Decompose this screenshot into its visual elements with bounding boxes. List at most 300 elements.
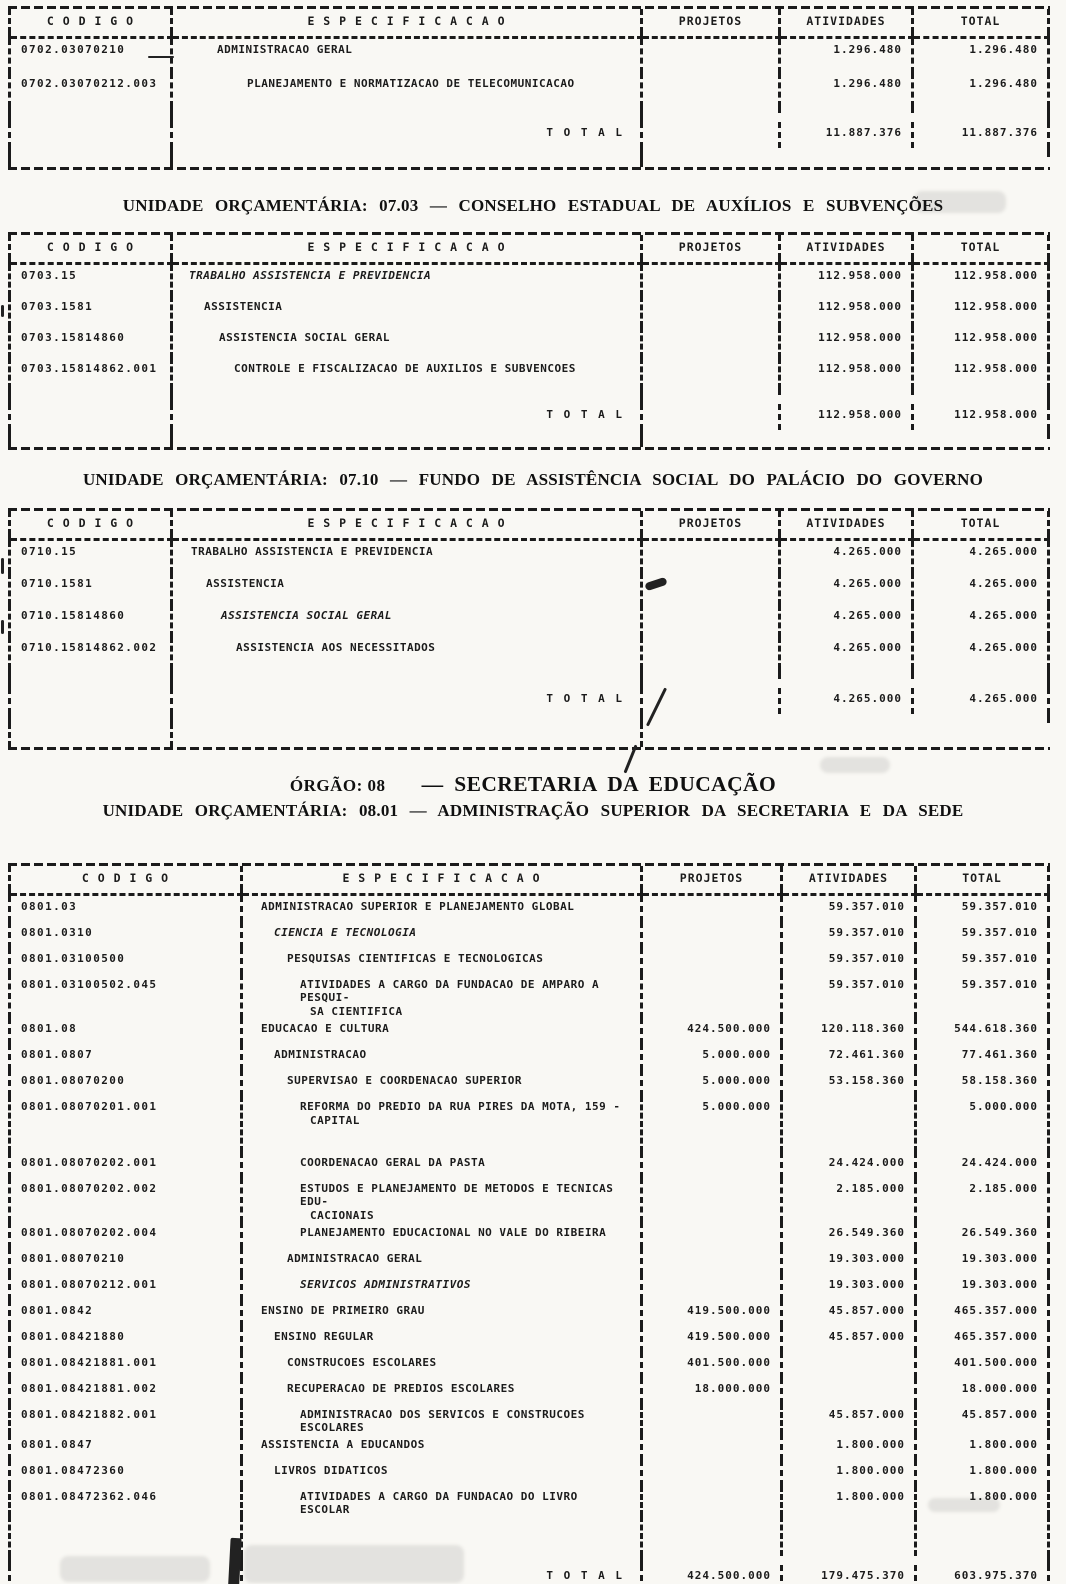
gap-cell [173,669,643,679]
total-cell: 1.800.000 [917,1434,1050,1460]
table-row [8,1434,1050,1460]
header-cell-total: TOTAL [914,511,1050,535]
code-cell: 0801.08070210 [11,1248,243,1274]
projetos-cell: 5.000.000 [643,1096,783,1152]
table-row [8,637,1050,669]
code-cell [11,122,173,148]
table-row [8,1300,1050,1326]
spec-text: ADMINISTRACAO [274,1048,367,1061]
code-cell: 0801.08 [11,1018,243,1044]
spec-text: ENSINO REGULAR [274,1330,374,1343]
header-cell-total: TOTAL [914,9,1050,33]
smudge-heading-0703 [914,191,1006,213]
spec-text: CONSTRUCOES ESCOLARES [287,1356,437,1369]
total-cell: 1.296.480 [914,39,1050,73]
spec-cell [243,1274,643,1300]
atividades-cell: 45.857.000 [783,1300,917,1326]
atividades-cell: 4.265.000 [781,573,914,605]
projetos-cell [643,948,783,974]
table-tail-row [8,439,1050,447]
budget-table-u0801 [8,863,1050,1584]
spec-text: SUPERVISAO E COORDENACAO SUPERIOR [287,1074,523,1087]
projetos-total-cell [643,404,781,430]
spec-cell [243,1404,643,1434]
projetos-cell: 5.000.000 [643,1044,783,1070]
table-row [8,541,1050,573]
projetos-total-cell [643,122,781,148]
header-cell-projetos: PROJETOS [643,9,781,33]
atividades-cell: 2.185.000 [783,1178,917,1222]
atividades-cell: 53.158.360 [783,1070,917,1096]
code-cell: 0801.0842 [11,1300,243,1326]
spec-cell [243,1378,643,1404]
table-row [8,1152,1050,1178]
table-row [8,1274,1050,1300]
total-cell: 19.303.000 [917,1274,1050,1300]
table-row [8,1460,1050,1486]
projetos-cell [643,605,781,637]
total-rule [643,679,1050,688]
spec-text: ASSISTENCIA [204,300,283,313]
total-cell: 59.357.010 [917,896,1050,922]
gap-cell [11,148,173,157]
spec-cell [243,1460,643,1486]
atividades-cell: 1.800.000 [783,1460,917,1486]
gap-cell [173,395,643,404]
atividades-cell: 4.265.000 [781,541,914,573]
smudge-heading-orgao [820,757,890,773]
total-cell: 4.265.000 [914,573,1050,605]
code-cell: 0801.08421882.001 [11,1404,243,1434]
total-cell: 2.185.000 [917,1178,1050,1222]
spec-text: ENSINO DE PRIMEIRO GRAU [261,1304,425,1317]
spec-cell [173,605,643,637]
tail-cell [11,723,173,747]
gap-cell [11,679,173,688]
table-row [8,1326,1050,1352]
table-row [8,1018,1050,1044]
table-total-row [8,404,1050,430]
projetos-cell [643,73,781,107]
spec-cell [243,1434,643,1460]
code-cell: 0710.15 [11,541,173,573]
atividades-total-cell: 179.475.370 [783,1565,917,1584]
projetos-cell: 419.500.000 [643,1300,783,1326]
projetos-cell [643,1404,783,1434]
atividades-cell: 120.118.360 [783,1018,917,1044]
total-cell: 59.357.010 [917,974,1050,1018]
projetos-cell [643,296,781,327]
projetos-cell [643,265,781,296]
table-row [8,1404,1050,1434]
projetos-cell: 424.500.000 [643,1018,783,1044]
orgao-label: ÓRGÃO: 08 [289,776,386,795]
table-tail-row [8,723,1050,747]
projetos-cell [643,1274,783,1300]
code-cell: 0801.03100500 [11,948,243,974]
smudge-bottom-left-2 [60,1556,210,1582]
table-border-line [8,447,1050,450]
total-rule [643,1556,1050,1565]
projetos-cell [643,1486,783,1516]
code-cell: 0801.08070202.004 [11,1222,243,1248]
spec-text: ASSISTENCIA A EDUCANDOS [261,1438,425,1451]
gap-cell [643,1516,783,1556]
spec-text: ADMINISTRACAO DOS SERVICOS E CONSTRUCOES ESCOLARES [300,1408,585,1434]
table-row [8,265,1050,296]
atividades-cell [783,1352,917,1378]
section-heading-u0703: UNIDADE ORÇAMENTÁRIA: 07.03 — CONSELHO ESTADUAL DE AUXÍLIOS E SUBVENÇÕES [122,196,944,215]
stray-mark [148,56,174,58]
spec-text: ASSISTENCIA AOS NECESSITADOS [236,641,436,654]
total-cell: 18.000.000 [917,1378,1050,1404]
total-cell: 24.424.000 [917,1152,1050,1178]
header-cell-codigo: C O D I G O [11,9,173,33]
gap-cell [643,669,781,679]
tail-cell [173,157,643,167]
total-cell: 59.357.010 [917,922,1050,948]
atividades-cell: 72.461.360 [783,1044,917,1070]
table-row [8,922,1050,948]
table-row [8,1248,1050,1274]
total-bottom-line [8,714,1050,723]
projetos-cell [643,896,783,922]
table-row [8,1378,1050,1404]
atividades-cell: 59.357.010 [783,922,917,948]
spec-text-line2: CAPITAL [310,1114,360,1127]
header-cell-atividades: ATIVIDADES [783,866,917,890]
spec-text: LIVROS DIDATICOS [274,1464,388,1477]
spec-cell [243,1248,643,1274]
code-cell: 0702.03070212.003 [11,73,173,107]
total-cell: 544.618.360 [917,1018,1050,1044]
gap-cell [11,669,173,679]
spec-text-line2: CACIONAIS [310,1209,375,1222]
ink-blot [227,1538,241,1584]
atividades-cell: 112.958.000 [781,358,914,389]
header-cell-especificacao: E S P E C I F I C A C A O [173,511,643,535]
budget-table-u0702 [8,6,1050,170]
margin-tick-3 [1,620,4,634]
table-row [8,1222,1050,1248]
atividades-cell: 45.857.000 [783,1326,917,1352]
total-rule [643,395,1050,404]
tail-cell [11,439,173,447]
total-rule [643,113,1050,122]
table-header-row [8,511,1050,535]
header-cell-atividades: ATIVIDADES [781,511,914,535]
gap-cell [11,395,173,404]
header-cell-projetos: PROJETOS [643,866,783,890]
code-cell: 0801.08070201.001 [11,1096,243,1152]
gap-cell [11,714,173,723]
total-cell: 112.958.000 [914,358,1050,389]
spec-text: COORDENACAO GERAL DA PASTA [300,1156,486,1169]
spec-cell [173,573,643,605]
projetos-total-cell: 424.500.000 [643,1565,783,1584]
spec-text: ADMINISTRACAO SUPERIOR E PLANEJAMENTO GLOBAL [261,900,575,913]
spec-cell [243,1070,643,1096]
table-row [8,1486,1050,1516]
total-cell: 1.800.000 [917,1486,1050,1516]
code-cell: 0801.0847 [11,1434,243,1460]
total-total-cell: 11.887.376 [914,122,1050,148]
total-cell: 26.549.360 [917,1222,1050,1248]
total-cell: 112.958.000 [914,265,1050,296]
total-rule [643,430,1050,439]
atividades-cell: 112.958.000 [781,296,914,327]
code-cell: 0710.15814860 [11,605,173,637]
header-cell-total: TOTAL [917,866,1050,890]
code-cell: 0710.1581 [11,573,173,605]
table-row [8,605,1050,637]
table-row [8,358,1050,389]
budget-table-u0710 [8,508,1050,750]
total-label: T O T A L [173,122,643,148]
projetos-cell [643,974,783,1018]
code-cell: 0801.08070212.001 [11,1274,243,1300]
header-cell-codigo: C O D I G O [11,866,243,890]
spec-cell [243,1044,643,1070]
tail-cell [173,723,643,747]
code-cell: 0801.08070202.001 [11,1152,243,1178]
table-row [8,327,1050,358]
projetos-cell [643,637,781,669]
total-cell: 4.265.000 [914,605,1050,637]
code-cell: 0801.03 [11,896,243,922]
code-cell: 0801.08421881.001 [11,1352,243,1378]
total-cell: 1.800.000 [917,1460,1050,1486]
projetos-cell: 419.500.000 [643,1326,783,1352]
spec-cell [243,896,643,922]
code-cell: 0801.08472362.046 [11,1486,243,1516]
total-cell: 58.158.360 [917,1070,1050,1096]
total-bottom-line [8,148,1050,157]
atividades-cell: 45.857.000 [783,1404,917,1434]
spec-cell [243,1326,643,1352]
code-cell: 0801.08070202.002 [11,1178,243,1222]
code-cell: 0801.0807 [11,1044,243,1070]
projetos-cell: 5.000.000 [643,1070,783,1096]
projetos-cell [643,358,781,389]
section-heading-u0801: UNIDADE ORÇAMENTÁRIA: 08.01 — ADMINISTRAÇÃO SUPERIOR DA SECRETARIA E DA SEDE [102,801,964,820]
spec-text: ATIVIDADES A CARGO DA FUNDACAO DE AMPARO A PESQUI- [300,978,600,1004]
code-cell: 0801.03100502.045 [11,974,243,1018]
table-total-row [8,688,1050,714]
atividades-cell: 4.265.000 [781,637,914,669]
projetos-cell [643,541,781,573]
code-cell: 0801.08421880 [11,1326,243,1352]
spec-text: ESTUDOS E PLANEJAMENTO DE METODOS E TECNICAS EDU- [300,1182,614,1208]
header-cell-especificacao: E S P E C I F I C A C A O [173,9,643,33]
gap-cell [914,669,1050,679]
spec-cell [243,974,643,1018]
table-row [8,896,1050,922]
total-cell: 4.265.000 [914,541,1050,573]
code-cell: 0801.08070200 [11,1070,243,1096]
table-border-line [8,747,1050,750]
total-cell: 112.958.000 [914,327,1050,358]
table-row [8,1044,1050,1070]
total-total-cell: 603.975.370 [917,1565,1050,1584]
atividades-cell: 112.958.000 [781,327,914,358]
spec-text: EDUCACAO E CULTURA [261,1022,390,1035]
gap-cell [11,113,173,122]
spec-text: REFORMA DO PREDIO DA RUA PIRES DA MOTA, 159 - [300,1100,621,1113]
code-cell: 0703.15814860 [11,327,173,358]
code-cell: 0801.0310 [11,922,243,948]
orgao-title: — SECRETARIA DA EDUCAÇÃO [421,772,777,796]
total-label: T O T A L [243,1565,643,1584]
table-row [8,1070,1050,1096]
code-cell: 0703.15814862.001 [11,358,173,389]
code-cell: 0703.1581 [11,296,173,327]
projetos-cell [643,39,781,73]
spec-cell [243,1096,643,1152]
code-cell: 0801.08472360 [11,1460,243,1486]
total-cell: 59.357.010 [917,948,1050,974]
code-cell [11,404,173,430]
spec-text: CIENCIA E TECNOLOGIA [274,926,417,939]
spec-cell [173,358,643,389]
table-gap-row [8,669,1050,679]
tail-rest [643,723,1050,747]
spec-text: ASSISTENCIA SOCIAL GERAL [219,331,390,344]
table-row [8,948,1050,974]
total-cell: 465.357.000 [917,1300,1050,1326]
spec-text: ASSISTENCIA SOCIAL GERAL [221,609,392,622]
spec-cell [243,1352,643,1378]
gap-cell [783,1516,917,1556]
section-heading-u0710: UNIDADE ORÇAMENTÁRIA: 07.10 — FUNDO DE ASSISTÊNCIA SOCIAL DO PALÁCIO DO GOVERNO [82,470,984,489]
atividades-cell: 19.303.000 [783,1274,917,1300]
gap-cell [173,113,643,122]
spec-cell [243,1152,643,1178]
gap-cell [917,1516,1050,1556]
spec-text: TRABALHO ASSISTENCIA E PREVIDENCIA [191,545,434,558]
atividades-cell: 1.800.000 [783,1486,917,1516]
projetos-cell [643,1222,783,1248]
atividades-cell: 59.357.010 [783,896,917,922]
total-label: T O T A L [173,688,643,714]
total-bottom-line [8,430,1050,439]
gap-cell [11,1516,243,1556]
total-rule [643,714,1050,723]
spec-cell [243,922,643,948]
spec-cell [243,948,643,974]
atividades-cell: 1.800.000 [783,1434,917,1460]
spec-cell [173,39,643,73]
spec-text: PLANEJAMENTO EDUCACIONAL NO VALE DO RIBEIRA [300,1226,607,1239]
atividades-cell: 112.958.000 [781,265,914,296]
atividades-total-cell: 4.265.000 [781,688,914,714]
spec-cell [173,637,643,669]
total-cell: 401.500.000 [917,1352,1050,1378]
table-row [8,1096,1050,1152]
code-cell: 0710.15814862.002 [11,637,173,669]
spec-cell [173,541,643,573]
code-cell [11,688,173,714]
atividades-total-cell: 112.958.000 [781,404,914,430]
header-cell-projetos: PROJETOS [643,235,781,259]
header-cell-total: TOTAL [914,235,1050,259]
table-row [8,1178,1050,1222]
tail-rest [643,439,1050,447]
projetos-cell [643,1434,783,1460]
total-cell: 112.958.000 [914,296,1050,327]
table-row [8,1352,1050,1378]
spec-cell [173,296,643,327]
code-cell: 0703.15 [11,265,173,296]
gap-cell [11,430,173,439]
table-header-row [8,866,1050,890]
gap-cell [173,679,643,688]
spec-text: PESQUISAS CIENTIFICAS E TECNOLOGICAS [287,952,544,965]
spec-text: SERVICOS ADMINISTRATIVOS [300,1278,471,1291]
total-cell: 77.461.360 [917,1044,1050,1070]
header-cell-atividades: ATIVIDADES [781,9,914,33]
smudge-total-column [928,1498,1000,1512]
header-cell-codigo: C O D I G O [11,511,173,535]
atividades-cell [783,1378,917,1404]
header-cell-especificacao: E S P E C I F I C A C A O [243,866,643,890]
spec-text: CONTROLE E FISCALIZACAO DE AUXILIOS E SUBVENCOES [234,362,576,375]
table-header-row [8,9,1050,33]
total-label: T O T A L [173,404,643,430]
projetos-cell [643,1178,783,1222]
spec-cell [173,327,643,358]
table-border-line [8,167,1050,170]
total-top-line [8,679,1050,688]
table-total-row [8,122,1050,148]
total-cell: 465.357.000 [917,1326,1050,1352]
section-heading-orgao [0,772,1066,797]
projetos-cell [643,327,781,358]
total-cell: 1.296.480 [914,73,1050,107]
header-cell-atividades: ATIVIDADES [781,235,914,259]
total-top-line [8,113,1050,122]
projetos-cell [643,1248,783,1274]
total-cell: 4.265.000 [914,637,1050,669]
projetos-cell: 18.000.000 [643,1378,783,1404]
tail-cell [11,157,173,167]
projetos-cell [643,1152,783,1178]
spec-text: ADMINISTRACAO GERAL [217,43,353,56]
code-cell: 0801.08421881.002 [11,1378,243,1404]
atividades-cell: 59.357.010 [783,974,917,1018]
spec-cell [173,265,643,296]
spec-cell [173,73,643,107]
total-total-cell: 4.265.000 [914,688,1050,714]
atividades-cell: 26.549.360 [783,1222,917,1248]
code-cell: 0702.03070210 [11,39,173,73]
table-row [8,296,1050,327]
gap-cell [781,669,914,679]
gap-cell [173,714,643,723]
table-row [8,573,1050,605]
atividades-cell: 59.357.010 [783,948,917,974]
budget-table-u0703 [8,232,1050,450]
spec-cell [243,1300,643,1326]
spec-text: ASSISTENCIA [206,577,285,590]
spec-text: ADMINISTRACAO GERAL [287,1252,423,1265]
table-row [8,73,1050,107]
header-cell-codigo: C O D I G O [11,235,173,259]
atividades-cell [783,1096,917,1152]
table-header-row [8,235,1050,259]
atividades-cell: 19.303.000 [783,1248,917,1274]
projetos-cell [643,922,783,948]
